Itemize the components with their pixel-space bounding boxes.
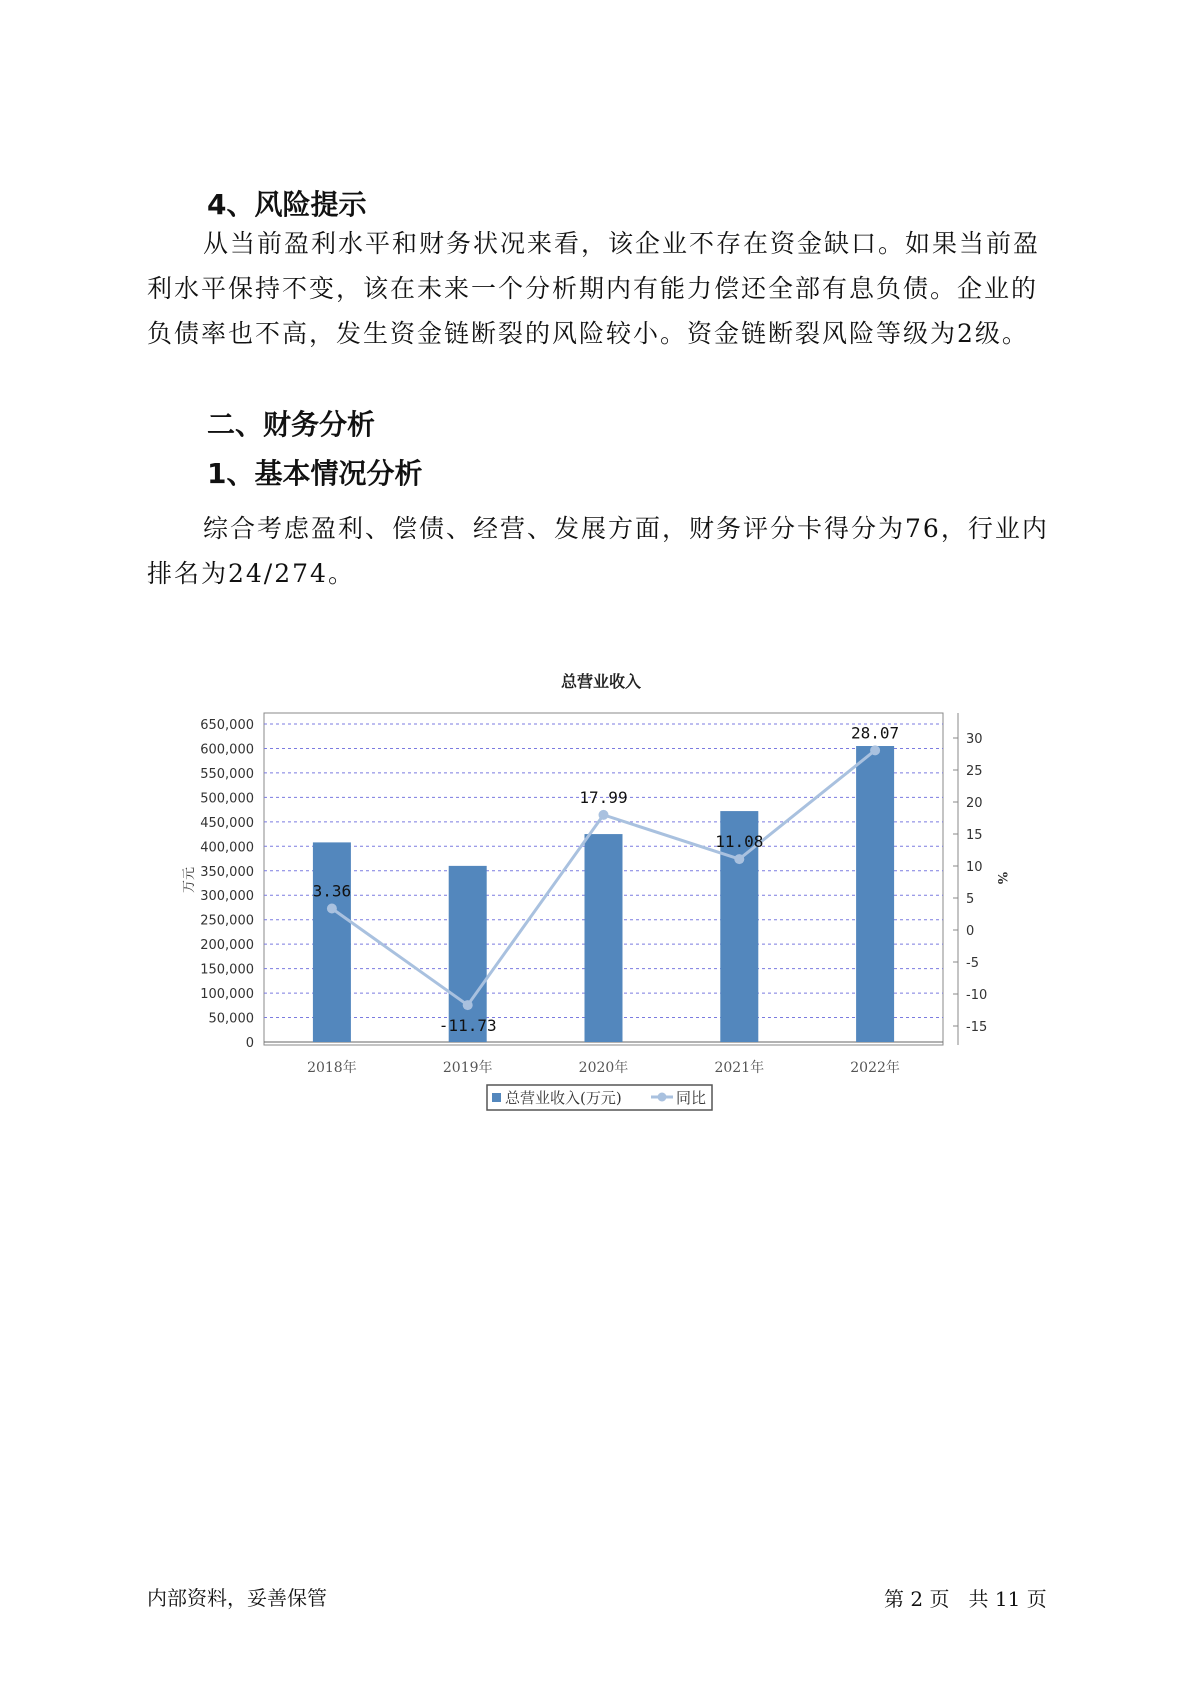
y2-tick-label: 10 — [966, 860, 983, 875]
chart-title: 总营业收入 — [560, 672, 642, 691]
y-tick-label: 400,000 — [200, 840, 254, 856]
y-tick-label: 300,000 — [200, 889, 254, 905]
y2-tick-label: 0 — [966, 924, 975, 939]
yoy-data-label: -11.73 — [438, 1016, 497, 1036]
page-total: 11 — [994, 1587, 1021, 1611]
legend-line-label: 同比 — [676, 1089, 707, 1107]
revenue-bar — [313, 842, 351, 1042]
footer-page-number — [884, 1583, 1047, 1612]
y2-tick-label: -5 — [966, 956, 979, 971]
left-axis-ticks — [200, 718, 254, 1051]
y2-tick-label: -10 — [966, 988, 988, 1003]
yoy-data-label: 28.07 — [851, 723, 900, 743]
x-tick-label: 2022年 — [850, 1060, 900, 1076]
y2-tick-label: 30 — [966, 732, 983, 747]
y2-tick-label: 5 — [966, 892, 975, 907]
y-tick-label: 250,000 — [200, 913, 254, 929]
y2-axis-label: % — [994, 871, 1009, 885]
x-tick-label: 2020年 — [578, 1060, 629, 1076]
y-tick-label: 450,000 — [200, 815, 254, 831]
y2-tick-label: 20 — [966, 796, 983, 811]
y-tick-label: 0 — [245, 1036, 254, 1051]
x-tick-label: 2019年 — [442, 1060, 493, 1076]
yoy-point — [870, 745, 880, 755]
y2-tick-label: -15 — [966, 1020, 988, 1035]
revenue-bar — [856, 746, 894, 1042]
section-heading-basic: 1、基本情况分析 — [207, 457, 423, 490]
section-heading-risk: 4、风险提示 — [207, 188, 367, 221]
y-tick-label: 50,000 — [208, 1011, 254, 1027]
right-axis-ticks — [953, 713, 987, 1045]
y2-tick-label: 25 — [966, 764, 983, 779]
yoy-data-label: 11.08 — [715, 832, 764, 852]
footer-confidential: 内部资料，妥善保管 — [147, 1586, 327, 1610]
yoy-point — [463, 1000, 473, 1010]
page-prefix: 第 — [884, 1587, 904, 1611]
y-tick-label: 600,000 — [200, 742, 254, 758]
yoy-point — [327, 903, 337, 913]
x-tick-label: 2021年 — [714, 1060, 765, 1076]
y-tick-label: 200,000 — [200, 938, 254, 954]
y-tick-label: 150,000 — [200, 962, 254, 978]
x-axis-ticks — [307, 1059, 900, 1076]
y-tick-label: 500,000 — [200, 791, 254, 807]
y-tick-label: 350,000 — [200, 864, 254, 880]
legend-line-marker — [658, 1093, 667, 1102]
page-current: 2 — [910, 1587, 924, 1611]
yoy-point — [734, 854, 744, 864]
revenue-bar — [585, 834, 623, 1042]
yoy-data-label: 3.36 — [312, 881, 352, 901]
x-tick-label: 2018年 — [307, 1060, 357, 1076]
basic-paragraph: 综合考虑盈利、偿债、经营、发展方面，财务评分卡得分为76，行业内排名为24/274。 — [147, 514, 1049, 588]
legend-bar-label: 总营业收入(万元) — [505, 1089, 622, 1107]
y-tick-label: 650,000 — [200, 718, 254, 733]
y2-tick-label: 15 — [966, 828, 983, 843]
y-axis-label: 万元 — [182, 866, 197, 894]
yoy-point — [599, 810, 609, 820]
y-tick-label: 550,000 — [200, 766, 254, 782]
yoy-data-label: 17.99 — [579, 787, 628, 807]
page-suffix: 页 — [1026, 1587, 1047, 1611]
y-tick-label: 100,000 — [200, 987, 254, 1003]
risk-paragraph: 从当前盈利水平和财务状况来看，该企业不存在资金缺口。如果当前盈利水平保持不变，该在未来一个分析期内有能力偿还全部有息负债。企业的负债率也不高，发生资金链断裂的风险较小。资金链断裂风险等级为2级。 — [147, 229, 1041, 348]
legend-bar-swatch — [492, 1093, 501, 1102]
page-mid: 页 共 — [929, 1587, 989, 1611]
section-heading-financial: 二、财务分析 — [207, 408, 376, 441]
chart-legend — [487, 1085, 712, 1110]
